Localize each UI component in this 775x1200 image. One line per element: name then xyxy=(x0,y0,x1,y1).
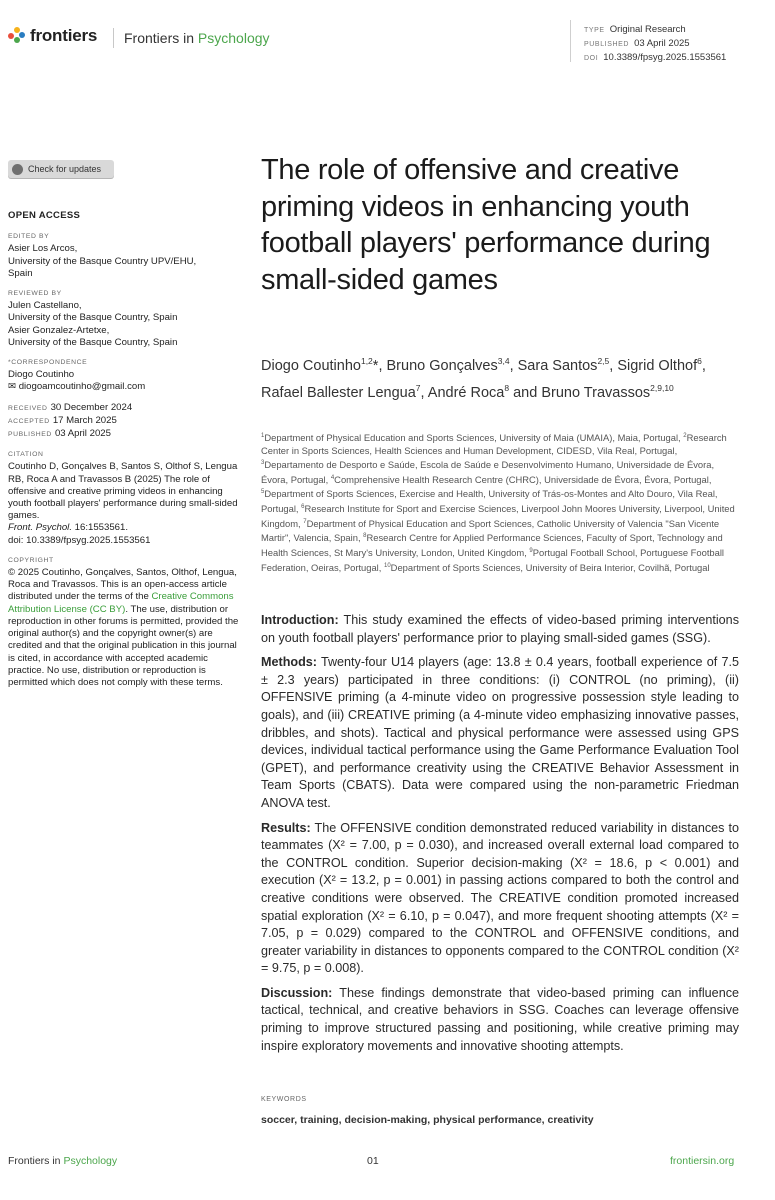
copyright-text xyxy=(8,567,243,689)
copyright-part: . The use, distribution or reproduction in other forums is permitted, provided the original author(s) and the copyright owner(s) are credited and that the original publication in this journal is cited, in accordance with accepted academic practice. No use, distribution or reproduction is permitted which does not comply with these terms. xyxy=(8,603,239,688)
correspondence-name: Diogo Coutinho xyxy=(8,369,75,381)
author-affiliation-ref: 8 xyxy=(504,383,510,394)
affiliation-text: Department of Physical Education and Sport Sciences, Catholic University of Valencia "San Vicente Martir", Valencia, Spain, xyxy=(261,517,720,544)
citation-volume: 16:1553561. xyxy=(71,522,129,534)
citation-journal: Front. Psychol. xyxy=(8,522,72,534)
reviewer-line: Asier Gonzalez-Artetxe, xyxy=(8,324,110,336)
affiliation-number: 3 xyxy=(261,460,265,467)
type-label: TYPE xyxy=(584,27,605,34)
affiliation-number: 1 xyxy=(261,433,265,439)
published-date: 03 April 2025 xyxy=(54,428,111,440)
journal-prefix: Frontiers in xyxy=(124,30,198,46)
reviewed-by-block xyxy=(8,288,243,349)
reviewer-line: University of the Basque Country, Spain xyxy=(8,312,178,324)
license-link[interactable]: Creative Commons Attribution License (CC BY) xyxy=(8,591,234,615)
logo-wordmark: frontiers xyxy=(30,26,98,45)
author-name[interactable]: Diogo Coutinho xyxy=(261,357,361,374)
header-divider xyxy=(113,28,114,48)
affiliation-text: Department of Sports Sciences, University of Beira Interior, Covilhã, Portugal xyxy=(390,561,710,573)
author-separator: , xyxy=(509,357,518,374)
author-affiliation-ref: 2,5 xyxy=(597,356,610,366)
reviewed-by-label: REVIEWED BY xyxy=(8,290,62,298)
affiliation-number: 9 xyxy=(529,547,533,554)
section-heading: Introduction: xyxy=(261,613,339,627)
correspondence-block xyxy=(8,357,243,394)
article-meta xyxy=(584,23,726,65)
author-name[interactable]: Sara Santos xyxy=(517,357,598,374)
edited-by-block xyxy=(8,231,243,280)
author-separator: and xyxy=(509,385,542,402)
section-heading: Discussion: xyxy=(261,985,333,1000)
author-separator: *, xyxy=(372,357,387,374)
affiliations xyxy=(261,430,741,574)
meta-divider xyxy=(570,20,571,62)
dates-block xyxy=(8,402,243,442)
affiliation-text: Department of Sports Sciences, Exercise and Health, University of Trás-os-Montes and Alto Douro, Vila Real, Portugal, xyxy=(261,488,718,515)
author-name[interactable]: Bruno Travassos xyxy=(541,385,651,402)
abstract-results xyxy=(261,820,739,978)
check-updates-button[interactable] xyxy=(8,160,114,178)
correspondence-label: *CORRESPONDENCE xyxy=(8,359,88,367)
copyright-block xyxy=(8,555,243,689)
published-label: PUBLISHED xyxy=(8,431,52,439)
type-value: Original Research xyxy=(609,24,686,35)
affiliation-number: 6 xyxy=(301,504,305,510)
affiliation-text: Comprehensive Health Research Centre (CHRC), Universidade de Évora, Évora, Portugal, xyxy=(334,473,712,485)
author-affiliation-ref: 1,2 xyxy=(360,356,373,366)
section-heading: Methods: xyxy=(261,655,317,670)
sidebar xyxy=(8,210,243,697)
affiliation-number: 5 xyxy=(261,489,265,496)
citation-doi[interactable]: doi: 10.3389/fpsyg.2025.1553561 xyxy=(8,534,151,546)
received-date: 30 December 2024 xyxy=(50,401,133,413)
refresh-icon xyxy=(12,164,23,175)
doi-label: DOI xyxy=(584,55,599,62)
published-label: PUBLISHED xyxy=(584,41,630,48)
correspondence-email[interactable]: ✉ diogoamcoutinho@gmail.com xyxy=(8,381,146,393)
reviewer-line: Julen Castellano, xyxy=(8,300,82,312)
copyright-part: © 2025 Coutinho, Gonçalves, Santos, Olthof, Lengua, Roca and Travassos. This is an open-access article distributed under the terms of the xyxy=(8,567,237,603)
abstract xyxy=(261,612,739,1062)
footer-site-link[interactable]: frontiersin.org xyxy=(670,1155,735,1167)
citation-label: CITATION xyxy=(8,451,44,459)
author-name[interactable]: Rafael Ballester Lengua xyxy=(261,385,416,402)
citation-text: Coutinho D, Gonçalves B, Santos S, Olthof S, Lengua RB, Roca A and Travassos B (2025) The role of offensive and creative priming videos in enhancing youth football players' performance during small-sided games. xyxy=(8,461,238,522)
author-list xyxy=(261,350,741,405)
affiliation-text: Research Center in Sports Sciences, Health Sciences and Human Development, CIDESD, Vila Real, Portugal, xyxy=(261,432,727,456)
author-name[interactable]: Sigrid Olthof xyxy=(617,357,698,374)
affiliation-text: Research Centre for Applied Performance Sciences, Faculty of Sport, Technology and Health Sciences, St Mary's University, London, United Kingdom, xyxy=(261,532,723,558)
footer-journal[interactable] xyxy=(8,1155,117,1167)
author-affiliation-ref: 6 xyxy=(697,356,702,366)
edited-by-label: EDITED BY xyxy=(8,233,50,241)
affiliation-number: 10 xyxy=(383,562,391,569)
footer-journal-prefix: Frontiers in xyxy=(8,1155,64,1167)
doi-value[interactable]: 10.3389/fpsyg.2025.1553561 xyxy=(603,52,727,63)
affiliation-text: Department of Physical Education and Sports Sciences, University of Maia (UMAIA), Maia, Portugal, xyxy=(264,432,684,444)
affiliation-number: 4 xyxy=(330,474,335,481)
section-heading: Results: xyxy=(261,820,311,835)
frontiers-logo[interactable] xyxy=(8,26,97,46)
keywords-label: KEYWORDS xyxy=(261,1096,307,1103)
check-updates-label: Check for updates xyxy=(28,164,102,174)
reviewer-line: University of the Basque Country, Spain xyxy=(8,336,178,348)
author-separator: , xyxy=(609,357,618,374)
article-title: The role of offensive and creative priming videos in enhancing youth football players' performance during small-sided games xyxy=(261,154,711,296)
open-access-label: OPEN ACCESS xyxy=(8,210,81,221)
affiliation-number: 2 xyxy=(683,433,687,439)
section-text: The OFFENSIVE condition demonstrated reduced variability in distances to teammates (X² = 7.00, p = 0.030), and increased overall external load compared to the CONTROL condition. Superior decision-making (X² = 18.6, p < 0.001) and execution (X² = 13.2, p = 0.001) in passing actions compared to both the control and creative conditions were observed. The CREATIVE condition promoted increased spatial exploration (X² = 6.10, p = 0.047), and more frequent shooting attempts (X² = 7.05, p = 0.029) compared to the CONTROL and OFFENSIVE conditions, and greater variability in distances to opponents compared to the CONTROL condition (X² = 9.75, p = 0.008). xyxy=(261,820,739,976)
affiliation-text: Departamento de Desporto e Saúde, Escola de Saúde e Desenvolvimento Humano, Universidade de Évora, Évora, Portugal, xyxy=(261,459,715,485)
author-separator: , xyxy=(701,357,706,374)
abstract-discussion xyxy=(261,985,739,1055)
abstract-methods xyxy=(261,654,739,812)
frontiers-logo-icon xyxy=(8,27,26,45)
author-affiliation-ref: 2,9,10 xyxy=(650,383,674,394)
author-name[interactable]: Bruno Gonçalves xyxy=(386,357,498,374)
page-number: 01 xyxy=(367,1155,379,1167)
published-value: 03 April 2025 xyxy=(634,38,690,49)
journal-accent: Psychology xyxy=(197,30,270,46)
citation-block xyxy=(8,449,243,547)
editor-line: Spain xyxy=(8,267,33,279)
received-label: RECEIVED xyxy=(8,404,48,412)
accepted-date: 17 March 2025 xyxy=(52,414,117,426)
keywords: soccer, training, decision-making, physical performance, creativity xyxy=(261,1114,594,1126)
affiliation-number: 7 xyxy=(303,518,307,525)
author-name[interactable]: André Roca xyxy=(427,385,505,402)
author-affiliation-ref: 3,4 xyxy=(497,356,510,366)
section-text: These findings demonstrate that video-based priming can influence tactical, technical, and creative behaviors in SSG. Coaches can leverage offensive priming to improve structured passing and positioning, while creative priming may inspire exploratory movements and innovative shooting attempts. xyxy=(261,985,739,1053)
affiliation-text: Research Institute for Sport and Exercise Sciences, Liverpool John Moores University, Liverpool, United Kingdom, xyxy=(261,503,735,529)
section-text: This study examined the effects of video-based priming interventions on youth football players' performance prior to playing small-sided games (SSG). xyxy=(261,613,739,645)
accepted-label: ACCEPTED xyxy=(8,417,50,425)
abstract-introduction xyxy=(261,612,739,647)
author-affiliation-ref: 7 xyxy=(415,383,421,394)
affiliation-text: Portugal Football School, Portuguese Football Federation, Oeiras, Portugal, xyxy=(261,547,725,573)
editor-line: University of the Basque Country UPV/EHU, xyxy=(8,255,197,267)
section-text: Twenty-four U14 players (age: 13.8 ± 0.4 years, football experience of 7.5 ± 2.3 years) participated in three conditions: (i) CONTROL (no priming), (ii) OFFENSIVE priming (a 4-minute video on progressive possession style leading to goals), and (iii) CREATIVE priming (a 4-minute video emphasizing innovative passes, dribbles, and shots). Tactical and physical performance were assessed using GPS devices, individual tactical performance using the Game Performance Evaluation Tool (GPET), and performance creativity using the CREATIVE Behavior Assessment in Team Sports (CBATS). Data were compared using the non-parametric Friedman ANOVA test. xyxy=(261,655,739,810)
copyright-label: COPYRIGHT xyxy=(8,556,54,564)
journal-name[interactable] xyxy=(124,30,270,46)
editor-line: Asier Los Arcos, xyxy=(8,243,78,255)
affiliation-number: 8 xyxy=(363,533,367,540)
author-separator: , xyxy=(420,385,428,402)
footer-journal-accent: Psychology xyxy=(63,1155,118,1167)
